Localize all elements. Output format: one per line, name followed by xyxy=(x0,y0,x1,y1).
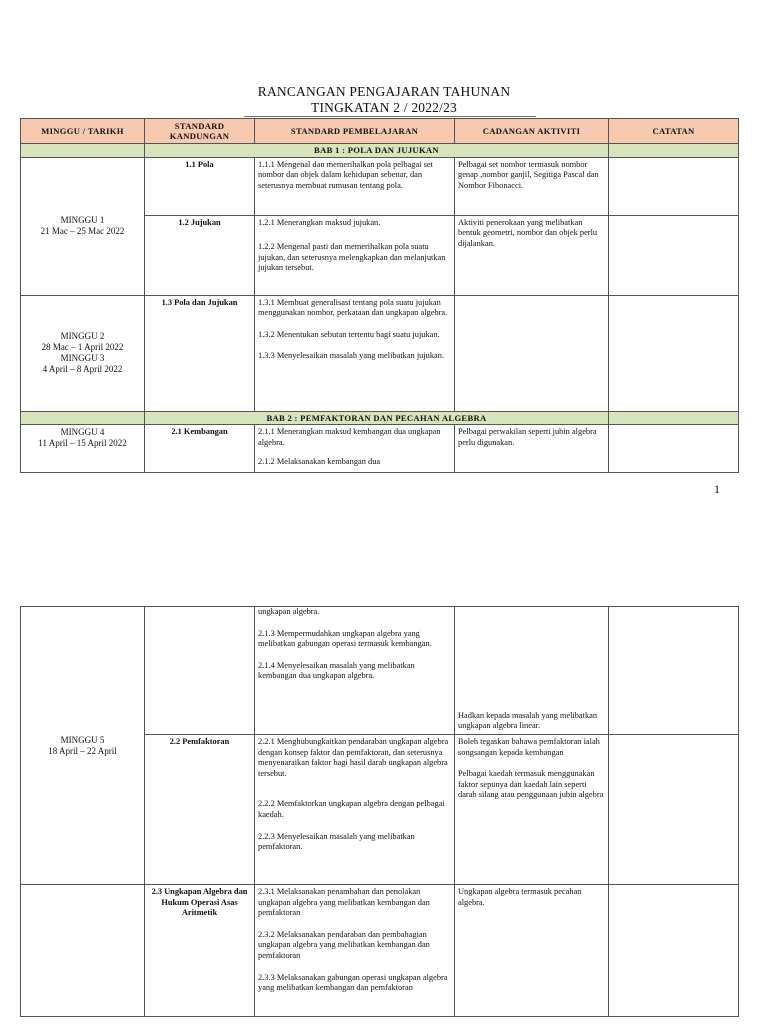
rpt-table-page2 xyxy=(20,606,739,1017)
document-title-line1: RANCANGAN PENGAJARAN TAHUNAN xyxy=(257,84,511,99)
ca-2-1-cont xyxy=(455,607,609,735)
minggu3-label: MINGGU 3 xyxy=(60,353,105,364)
sp-2-3-3: 2.3.3 Melaksanakan gabungan operasi ungkapan algebra yang melibatkan kembangan dan pemfaktoran xyxy=(258,972,448,993)
sp-1-3-cell xyxy=(255,295,455,411)
header-standard-pembelajaran: STANDARD PEMBELAJARAN xyxy=(255,119,455,144)
minggu2-date: 28 Mac – 1 April 2022 xyxy=(41,342,124,353)
ca-2-1-4: Hadkan kepada masalah yang melibatkan ungkapan algebra linear. xyxy=(458,710,598,731)
bab2-blank-left xyxy=(21,411,145,425)
document-title-line2: TINGKATAN 2 / 2022/23 xyxy=(311,100,457,115)
sp-2-1-1: 2.1.1 Menerangkan maksud kembangan dua ungkapan algebra. xyxy=(258,427,441,447)
sp-1-3-3: 1.3.3 Menyelesaikan masalah yang melibatkan jujukan. xyxy=(258,351,445,361)
rpt-table-page1 xyxy=(20,118,739,473)
header-cadangan-aktiviti: CADANGAN AKTIVITI xyxy=(455,119,609,144)
sk-2-1: 2.1 Kembangan xyxy=(145,425,255,473)
ca-1-1: Pelbagai set nombor termasuk nombor genap ,nombor ganjil, Segitiga Pascal dan Nombor Fibonacci. xyxy=(455,157,609,215)
header-standard-kandungan-l1: STANDARD xyxy=(174,121,225,131)
header-standard-kandungan-l2: KANDUNGAN xyxy=(169,131,230,141)
sp-2-1-4: 2.1.4 Menyelesaikan masalah yang melibatkan kembangan dua ungkapan algebra. xyxy=(258,660,415,681)
sp-1-3-2: 1.3.2 Menentukan sebutan tertentu bagi suatu jujukan. xyxy=(258,329,440,339)
ca-2-2-b: Pelbagai kaedah termasuk menggunakan faktor sepunya dan kaedah lain seperti darab silang atau penggunaan jubin algebra xyxy=(458,769,604,800)
sp-2-1-cont-cell xyxy=(255,607,455,735)
catatan-1-1 xyxy=(609,157,739,215)
ca-2-2-cell xyxy=(455,735,609,885)
table-header-row xyxy=(21,119,739,144)
sp-2-1-3: 2.1.3 Mempermudahkan ungkapan algebra yang melibatkan gabungan operasi termasuk kembangan. xyxy=(258,628,432,649)
sp-2-2-3: 2.2.3 Menyelesaikan masalah yang melibatkan pemfaktoran. xyxy=(258,831,415,852)
sp-2-2-2: 2.2.2 Memfaktorkan ungkapan algebra dengan pelbagai kaedah. xyxy=(258,799,445,819)
minggu4-date: 11 April – 15 April 2022 xyxy=(38,438,127,449)
ca-1-2: Aktiviti penerokaan yang melibatkan bentuk geometri, nombor dan objek perlu dijalankan. xyxy=(455,215,609,295)
sk-2-2: 2.2 Pemfaktoran xyxy=(145,735,255,885)
week-cell-minggu4 xyxy=(21,425,145,473)
catatan-1-3 xyxy=(609,295,739,411)
bab2-row xyxy=(21,411,739,425)
minggu1-label: MINGGU 1 xyxy=(60,215,105,226)
ca-2-2-a: Boleh tegaskan bahawa pemfaktoran ialah songsangan kepada kembangan xyxy=(458,737,600,757)
sp-1-2-2: 1.2.2 Mengenal pasti dan memerihalkan pola suatu jujukan, dan seterusnya melengkapkan dan melanjutkan jujukan tersebut. xyxy=(258,242,446,273)
bab1-blank-right xyxy=(609,144,739,158)
sp-1-2-1: 1.2.1 Menerangkan maksud jujukan. xyxy=(258,217,381,227)
bab1-title: BAB 1 : POLA DAN JUJUKAN xyxy=(145,144,609,158)
table-row-1-1 xyxy=(21,157,739,215)
title-underline xyxy=(244,116,536,117)
week-cell-minggu2-3 xyxy=(21,295,145,411)
week-cell-2-3 xyxy=(21,885,145,1017)
sp-2-1-cell xyxy=(255,425,455,473)
ca-2-1: Pelbagai perwakilan seperti jubin algebra perlu digunakan. xyxy=(455,425,609,473)
bab2-blank-right xyxy=(609,411,739,425)
minggu4-label: MINGGU 4 xyxy=(60,427,105,438)
catatan-2-1 xyxy=(609,425,739,473)
minggu5-date: 18 April – 22 April xyxy=(48,745,117,756)
sp-2-3-cell xyxy=(255,885,455,1017)
week-cell-minggu5 xyxy=(21,607,145,885)
sp-2-3-1: 2.3.1 Melaksanakan penambahan dan penolakan ungkapan algebra yang melibatkan kembangan dan pemfaktoran xyxy=(258,887,430,918)
bab1-row xyxy=(21,144,739,158)
sk-2-3: 2.3 Ungkapan Algebra dan Hukum Operasi Asas Aritmetik xyxy=(145,885,255,1017)
table-row-1-3 xyxy=(21,295,739,411)
minggu5-label: MINGGU 5 xyxy=(60,734,105,745)
minggu1-date: 21 Mac – 25 Mac 2022 xyxy=(40,226,125,237)
sp-2-1-2: 2.1.2 Melaksanakan kembangan dua xyxy=(258,457,381,467)
sk-2-1-cont xyxy=(145,607,255,735)
catatan-2-1-cont xyxy=(609,607,739,735)
sp-2-2-1: 2.2.1 Menghubungkaitkan pendaraban ungkapan algebra dengan konsep faktor dan pemfaktoran, dan seterusnya menyenaraikan faktor bagi hasil darab ungkapan algebra tersebut. xyxy=(258,737,449,778)
table-row-2-1-cont xyxy=(21,607,739,735)
week-cell-minggu1 xyxy=(21,157,145,295)
minggu3-date: 4 April – 8 April 2022 xyxy=(42,364,123,375)
sp-2-3-2: 2.3.2 Melaksanakan pendaraban dan pembahagian ungkapan algebra yang melibatkan kembangan dan pemfaktoran xyxy=(258,929,430,960)
table-row-2-1 xyxy=(21,425,739,473)
ca-1-3 xyxy=(455,295,609,411)
sp-1-1-1: 1.1.1 Mengenal dan memerihalkan pola pelbagai set nombor dan objek dalam kehidupan sebenar, dan seterusnya membuat rumusan tentang pola. xyxy=(255,157,455,215)
header-standard-kandungan xyxy=(145,119,255,144)
sk-1-2: 1.2 Jujukan xyxy=(145,215,255,295)
header-minggu: MINGGU / TARIKH xyxy=(21,119,145,144)
sk-1-1: 1.1 Pola xyxy=(145,157,255,215)
ca-2-3: Ungkapan algebra termasuk pecahan algebra. xyxy=(455,885,609,1017)
sp-2-2-cell xyxy=(255,735,455,885)
sp-1-3-1: 1.3.1 Membuat generalisasi tentang pola suatu jujukan menggunakan nombor, perkataan dan ungkapan algebra. xyxy=(258,297,448,318)
minggu2-label: MINGGU 2 xyxy=(60,331,105,342)
table-row-2-3 xyxy=(21,885,739,1017)
catatan-2-3 xyxy=(609,885,739,1017)
bab2-title: BAB 2 : PEMFAKTORAN DAN PECAHAN ALGEBRA xyxy=(145,411,609,425)
bab1-blank-left xyxy=(21,144,145,158)
sp-2-1-2-cont: ungkapan algebra. xyxy=(258,607,320,616)
sk-1-3: 1.3 Pola dan Jujukan xyxy=(145,295,255,411)
page-number: 1 xyxy=(714,482,720,496)
header-catatan: CATATAN xyxy=(609,119,739,144)
catatan-2-2 xyxy=(609,735,739,885)
catatan-1-2 xyxy=(609,215,739,295)
sp-1-2-cell xyxy=(255,215,455,295)
